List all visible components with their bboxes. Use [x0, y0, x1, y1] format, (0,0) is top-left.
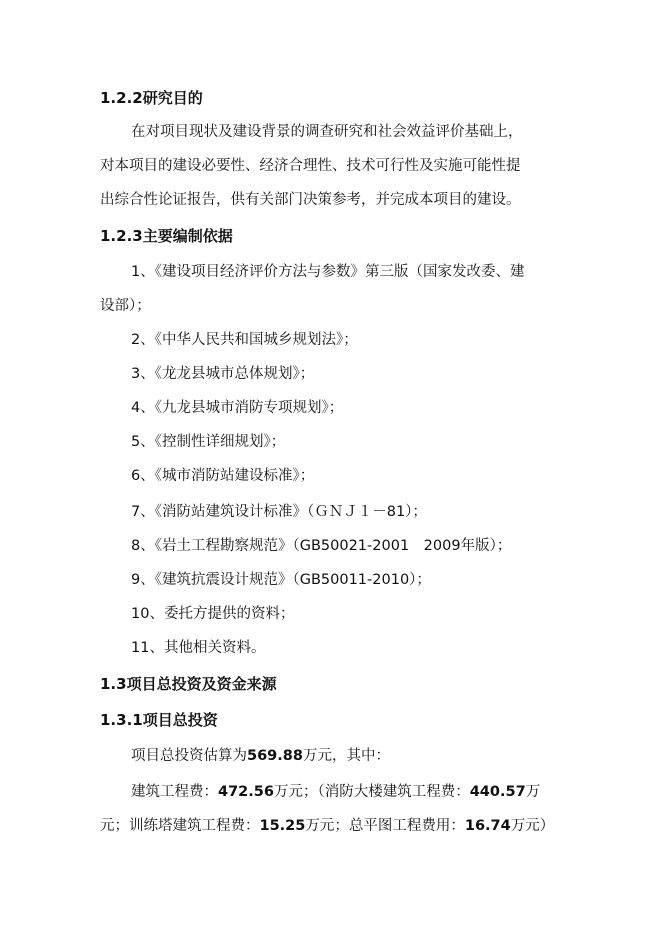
site-plan-cost-value: 16.74	[464, 818, 511, 834]
invest-text: 万元；总平图工程费用：	[305, 818, 465, 834]
purpose-line-3: 出综合性论证报告，供有关部门决策参考，并完成本项目的建设。	[100, 192, 521, 208]
invest-text: 万元，其中：	[302, 748, 390, 764]
basis-item-5: 5、《控制性详细规划》；	[131, 434, 286, 450]
invest-text: 项目总投资估算为	[131, 748, 247, 764]
heading-1-3: 1.3项目总投资及资金来源	[100, 675, 277, 693]
purpose-line-1: 在对项目现状及建设背景的调查研究和社会效益评价基础上，	[131, 124, 523, 140]
construction-cost-value: 472.56	[218, 784, 274, 800]
main-building-cost-value: 440.57	[469, 784, 526, 800]
heading-1-2-2: 1.2.2研究目的	[100, 89, 203, 107]
invest-text: 元；训练塔建筑工程费：	[100, 818, 260, 834]
basis-item-1: 1、《建设项目经济评价方法与参数》第三版（国家发改委、建	[131, 264, 525, 280]
basis-item-3: 3、《龙龙县城市总体规划》；	[131, 366, 315, 382]
basis-item-11: 11、其他相关资料。	[131, 640, 266, 656]
invest-text: 建筑工程费：	[131, 784, 218, 800]
invest-line-2	[131, 782, 540, 802]
basis-item-7: 7、《消防站建筑设计标准》（ＧＮＪ１－81）；	[131, 504, 427, 520]
invest-text: 万元；（消防大楼建筑工程费：	[273, 784, 470, 800]
basis-item-2: 2、《中华人民共和国城乡规划法》；	[131, 332, 358, 348]
heading-1-3-1: 1.3.1项目总投资	[100, 711, 218, 729]
basis-item-6: 6、《城市消防站建设标准》；	[131, 468, 315, 484]
basis-item-1-cont: 设部）；	[100, 298, 151, 314]
total-investment-value: 569.88	[247, 748, 303, 764]
heading-1-2-3: 1.2.3主要编制依据	[100, 227, 233, 245]
purpose-line-2: 对本项目的建设必要性、经济合理性、技术可行性及实施可能性提	[100, 158, 521, 174]
basis-item-10: 10、委托方提供的资料；	[131, 606, 295, 622]
invest-text: 万	[525, 784, 541, 800]
invest-text: 万元）	[510, 818, 555, 834]
basis-item-4: 4、《九龙县城市消防专项规划》；	[131, 400, 344, 416]
invest-line-1	[131, 746, 390, 766]
basis-item-8: 8、《岩土工程勘察规范》（GB50021-2001 2009年版）；	[131, 538, 512, 554]
invest-line-3	[100, 816, 554, 836]
basis-item-9: 9、《建筑抗震设计规范》（GB50011-2010）；	[131, 572, 431, 588]
tower-cost-value: 15.25	[259, 818, 306, 834]
